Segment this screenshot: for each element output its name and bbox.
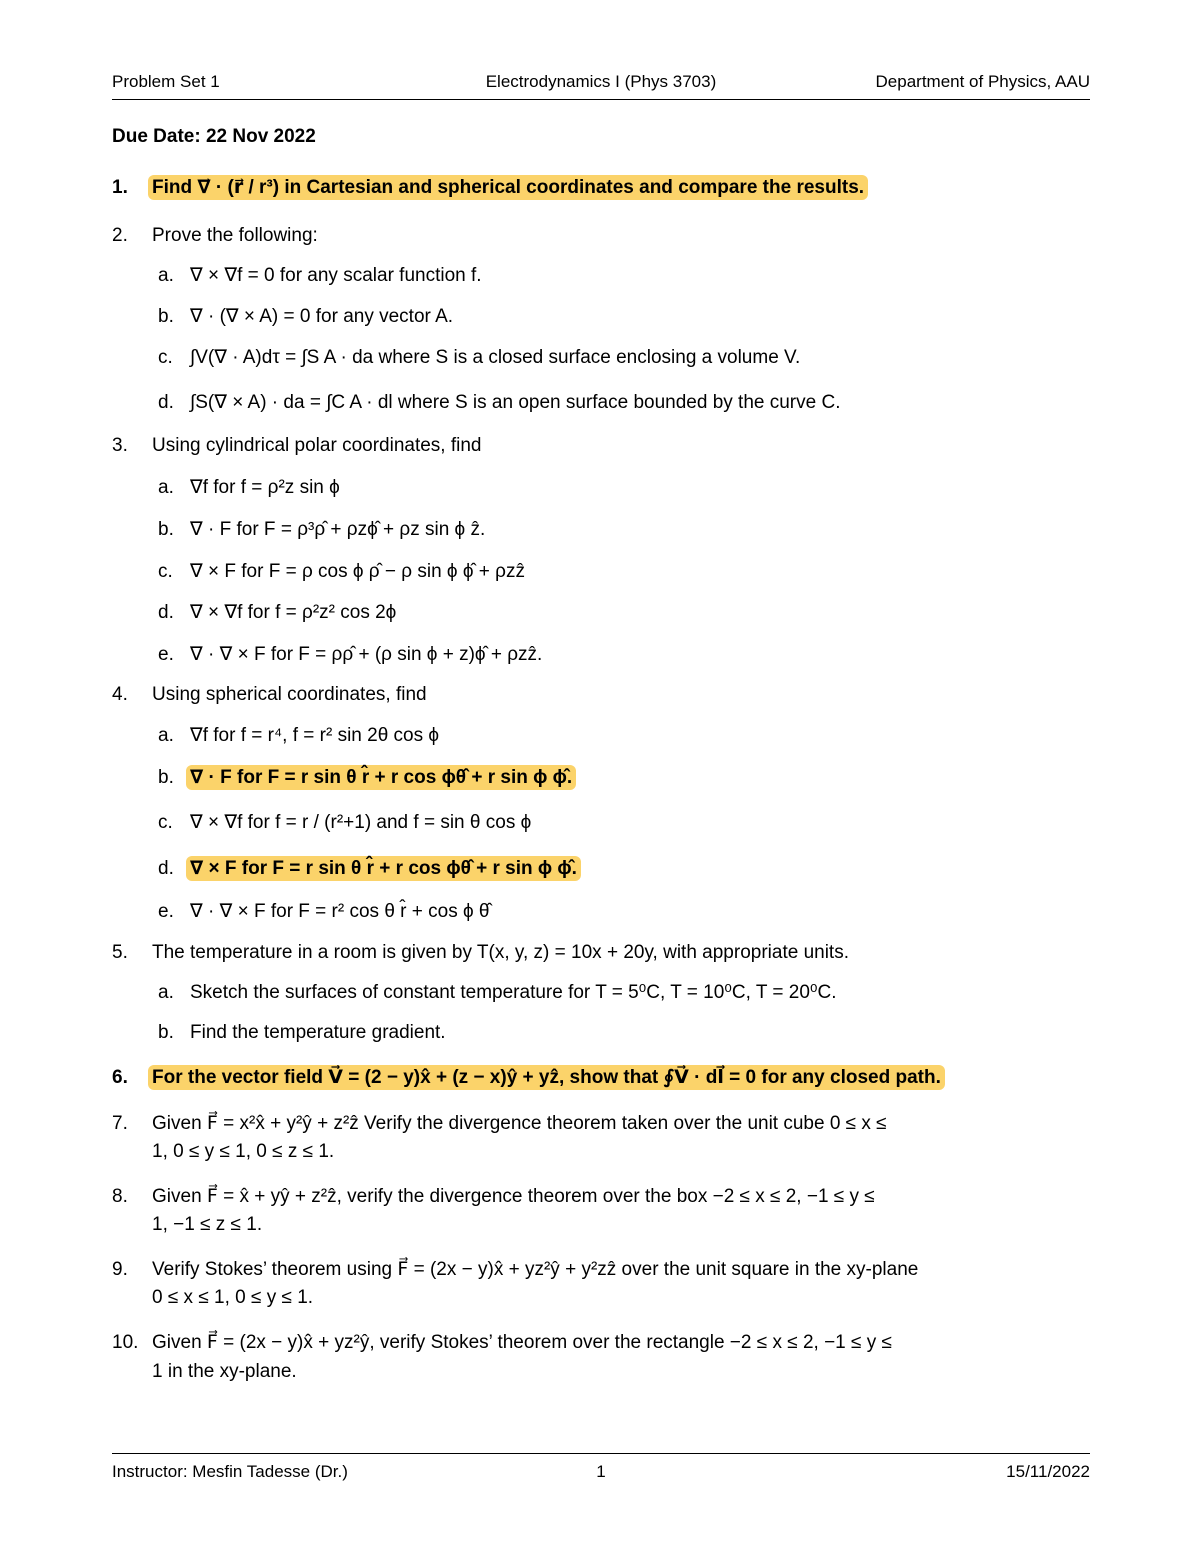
problem-text: Given F⃗ = x̂ + yŷ + z²ẑ, verify the divergence theorem over the box −2 ≤ x ≤ 2, −1 ≤ y ≤ xyxy=(152,1186,875,1207)
footer-divider xyxy=(112,1453,1090,1454)
subproblem-letter: e. xyxy=(158,644,174,665)
subproblem-text: ∇ · (∇ × A) = 0 for any vector A. xyxy=(190,306,454,327)
problem-number: 1. xyxy=(112,177,128,198)
subproblem-text: Find the temperature gradient. xyxy=(190,1022,446,1043)
subproblem-letter: c. xyxy=(158,347,173,368)
subproblem-text: ∇ × ∇f for f = r / (r²+1) and f = sin θ cos ϕ xyxy=(190,812,532,833)
problem-number: 4. xyxy=(112,684,128,705)
header-divider xyxy=(112,99,1090,100)
page-header xyxy=(112,72,1090,96)
problem-text: Verify Stokes’ theorem using F⃗ = (2x − y)x̂ + yz²ŷ + y²zẑ over the unit square in the xy-plane xyxy=(152,1259,919,1280)
subproblem-text: ∇ × ∇f for f = ρ²z² cos 2ϕ xyxy=(190,602,397,623)
problem-text: Given F⃗ = (2x − y)x̂ + yz²ŷ, verify Stokes’ theorem over the rectangle −2 ≤ x ≤ 2, −1 ≤ y ≤ xyxy=(152,1332,892,1353)
footer-left: Instructor: Mesfin Tadesse (Dr.) xyxy=(112,1462,348,1481)
subproblem-text: Sketch the surfaces of constant temperature for T = 5⁰C, T = 10⁰C, T = 20⁰C. xyxy=(190,982,837,1003)
problem-number: 5. xyxy=(112,942,128,963)
problem-number: 10. xyxy=(112,1332,139,1353)
problem-number: 6. xyxy=(112,1067,128,1088)
subproblem-letter: b. xyxy=(158,519,174,540)
subproblem-letter: a. xyxy=(158,982,174,1003)
subproblem-letter: b. xyxy=(158,306,174,327)
subproblem-text: ∇ · F for F = ρ³ρ̂ + ρzϕ̂ + ρz sin ϕ ẑ. xyxy=(190,519,486,540)
subproblem-letter: a. xyxy=(158,265,174,286)
subproblem-letter: d. xyxy=(158,392,174,413)
subproblem-text: ∇ · ∇ × F for F = ρρ̂ + (ρ sin ϕ + z)ϕ̂ + ρzẑ. xyxy=(190,644,543,665)
subproblem-text: ∫V(∇ · A)dτ = ∫S A · da where S is a closed surface enclosing a volume V. xyxy=(190,347,801,368)
problem-text: Prove the following: xyxy=(152,225,318,246)
header-center: Electrodynamics I (Phys 3703) xyxy=(485,72,717,91)
subproblem-text: ∇ × F for F = r sin θ r̂ + r cos ϕθ̂ + r sin ϕ ϕ̂. xyxy=(186,856,581,881)
problem-number: 7. xyxy=(112,1113,128,1134)
due-date: Due Date: 22 Nov 2022 xyxy=(112,126,316,147)
subproblem-text: ∇ · F for F = r sin θ r̂ + r cos ϕθ̂ + r sin ϕ ϕ̂. xyxy=(186,765,576,790)
problem-number: 8. xyxy=(112,1186,128,1207)
subproblem-letter: b. xyxy=(158,1022,174,1043)
page-number: 1 xyxy=(596,1462,606,1481)
header-left: Problem Set 1 xyxy=(112,72,220,91)
subproblem-letter: d. xyxy=(158,602,174,623)
problem-text-continued: 1, −1 ≤ z ≤ 1. xyxy=(152,1214,263,1235)
footer-right: 15/11/2022 xyxy=(1006,1462,1090,1481)
subproblem-letter: d. xyxy=(158,858,174,879)
problem-text-continued: 1 in the xy-plane. xyxy=(152,1361,297,1382)
header-right: Department of Physics, AAU xyxy=(875,72,1090,91)
problem-text: Using spherical coordinates, find xyxy=(152,684,427,705)
problem-number: 2. xyxy=(112,225,128,246)
problem-text: Using cylindrical polar coordinates, find xyxy=(152,435,482,456)
problem-text: Find ∇⃗ · (r⃗ / r³) in Cartesian and spherical coordinates and compare the results. xyxy=(148,175,868,200)
problem-text: For the vector field V⃗ = (2 − y)x̂ + (z − x)ŷ + yẑ, show that ∮V⃗ · dl⃗ = 0 for any closed path. xyxy=(148,1065,945,1090)
subproblem-letter: a. xyxy=(158,725,174,746)
problem-text: Given F⃗ = x²x̂ + y²ŷ + z²ẑ Verify the divergence theorem taken over the unit cube 0 ≤ x ≤ xyxy=(152,1113,887,1134)
subproblem-letter: c. xyxy=(158,561,173,582)
subproblem-letter: e. xyxy=(158,901,174,922)
subproblem-letter: b. xyxy=(158,767,174,788)
subproblem-text: ∫S(∇ × A) · da = ∫C A · dl where S is an open surface bounded by the curve C. xyxy=(190,392,841,413)
problem-number: 9. xyxy=(112,1259,128,1280)
problem-text-continued: 1, 0 ≤ y ≤ 1, 0 ≤ z ≤ 1. xyxy=(152,1141,335,1162)
problem-text-continued: 0 ≤ x ≤ 1, 0 ≤ y ≤ 1. xyxy=(152,1287,314,1308)
problem-text: The temperature in a room is given by T(x, y, z) = 10x + 20y, with appropriate units. xyxy=(152,942,849,963)
subproblem-letter: c. xyxy=(158,812,173,833)
subproblem-text: ∇ · ∇ × F for F = r² cos θ r̂ + cos ϕ θ̂ xyxy=(190,901,490,922)
subproblem-text: ∇f for f = ρ²z sin ϕ xyxy=(190,477,340,498)
subproblem-text: ∇ × ∇f = 0 for any scalar function f. xyxy=(190,265,482,286)
subproblem-text: ∇ × F for F = ρ cos ϕ ρ̂ − ρ sin ϕ ϕ̂ + ρzẑ xyxy=(190,561,525,582)
problem-number: 3. xyxy=(112,435,128,456)
subproblem-text: ∇f for f = r⁴, f = r² sin 2θ cos ϕ xyxy=(190,725,440,746)
subproblem-letter: a. xyxy=(158,477,174,498)
